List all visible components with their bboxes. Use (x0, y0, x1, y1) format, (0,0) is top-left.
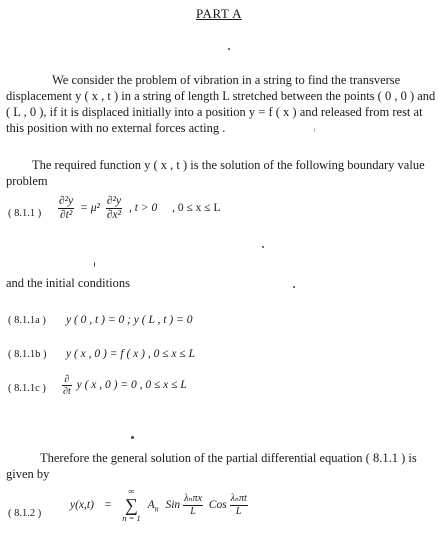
sum-symbol: ∑ (125, 495, 138, 515)
sin-denominator: L (183, 505, 203, 518)
scan-speck (228, 48, 230, 50)
derivative-numerator: ∂ (64, 374, 70, 385)
coefficient: $A_n$ (147, 499, 159, 514)
intro-line-4: this position with no external forces acting . (6, 121, 226, 135)
lhs-numerator: ∂²y (59, 195, 74, 207)
rhs-numerator: ∂²y (106, 195, 122, 207)
sin-function: Sin (165, 499, 181, 511)
scan-speck (314, 128, 315, 132)
wave-equation (58, 195, 220, 222)
equation-label-8-1-2: ( 8.1.2 ) (8, 508, 42, 519)
cos-denominator: L (230, 505, 248, 518)
sin-numerator: λₙπx (184, 492, 202, 504)
page-heading: PART A (196, 6, 242, 21)
lhs-fraction (58, 195, 74, 222)
derivative-denominator: ∂t (63, 386, 71, 397)
solution-equals: = (104, 499, 112, 511)
time-condition: , t > 0 (128, 202, 158, 215)
sum-lower-limit: n = 1 (122, 513, 141, 523)
scan-speck (131, 436, 134, 439)
time-derivative (62, 374, 72, 397)
intro-line-3: ( L , 0 ), if it is displaced initially into a position y = f ( x ) and released from rest at (6, 105, 423, 119)
solution-line-1: Therefore the general solution of the partial differential equation ( 8.1.1 ) is (40, 451, 417, 465)
series-solution (70, 486, 248, 524)
scan-speck (94, 262, 95, 267)
solution-line-2: given by (6, 467, 50, 481)
rhs-fraction (106, 195, 122, 222)
cos-argument (230, 493, 248, 518)
bvp-line-1: The required function y ( x , t ) is the solution of the following boundary value (32, 158, 425, 172)
sin-argument (183, 493, 203, 518)
scan-speck (262, 246, 264, 248)
equation-label-8-1-1c: ( 8.1.1c ) (8, 383, 46, 394)
cos-numerator: λₙπt (230, 492, 247, 504)
lhs-denominator: ∂t² (59, 209, 73, 221)
initial-velocity-expr: y ( x , 0 ) = 0 , 0 ≤ x ≤ L (76, 379, 187, 392)
rhs-denominator: ∂x² (106, 209, 122, 221)
equation-label-8-1-1a: ( 8.1.1a ) (8, 315, 46, 326)
initial-displacement: y ( x , 0 ) = f ( x ) , 0 ≤ x ≤ L (66, 348, 195, 360)
scan-speck (293, 286, 295, 288)
intro-line-2: displacement y ( x , t ) in a string of length L stretched between the points ( 0 , 0 ) and (6, 89, 436, 103)
boundary-conditions: y ( 0 , t ) = 0 ; y ( L , t ) = 0 (66, 314, 193, 326)
initial-velocity (62, 374, 187, 397)
bvp-line-2: problem (6, 174, 48, 188)
equals-mu-squared: = μ² (80, 202, 100, 215)
equation-label-8-1-1: ( 8.1.1 ) (8, 208, 42, 219)
initial-conditions-text: and the initial conditions (6, 276, 130, 290)
cos-function: Cos (208, 499, 227, 511)
equation-label-8-1-1b: ( 8.1.1b ) (8, 349, 47, 360)
intro-line-1: We consider the problem of vibration in a string to find the transverse (52, 73, 401, 87)
sum-upper-limit: ∞ (128, 486, 135, 496)
summation (122, 486, 141, 524)
solution-lhs: y(x,t) (70, 499, 94, 511)
space-condition: , 0 ≤ x ≤ L (172, 202, 221, 215)
